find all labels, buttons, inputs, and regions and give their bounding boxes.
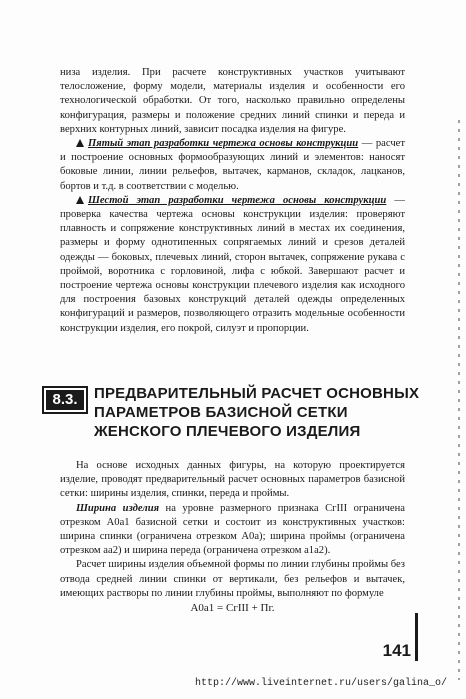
stage6-paragraph xyxy=(60,194,405,336)
watermark-url: http://www.liveinternet.ru/users/galina_o/ xyxy=(195,678,448,689)
section-title: ПРЕДВАРИТЕЛЬНЫЙ РАСЧЕТ ОСНОВНЫХ ПАРАМЕТРОВ БАЗИСНОЙ СЕТКИ ЖЕНСКОГО ПЛЕЧЕВОГО ИЗДЕЛИЯ xyxy=(94,385,420,440)
warning-triangle-icon xyxy=(76,196,84,204)
stage6-heading: Шестой этап разработки чертежа основы конструкции xyxy=(88,194,387,206)
scan-edge-artifact xyxy=(458,120,460,680)
body-paragraph-2-text: на уровне размерного признака СгIII ограничена отрезком А0а1 базисной сетки и состоит из конструктивных участков: ширина спинки (ограничена отрезком А0а); ширина проймы (ограничена отрезком аа2) и ширина переда (ограничена отрезком а1а2). xyxy=(60,502,405,557)
stage5-text: — расчет и построение основных формообразующих линий и элементов: наносят боковые линии, линии рельефов, вытачек, карманов, складок, лацканов, бортов и т.д. в соответствии с моделью. xyxy=(60,138,405,192)
section-number-badge: 8.3. xyxy=(42,386,88,414)
term-width: Ширина изделия xyxy=(76,502,160,514)
intro-paragraph: низа изделия. При расчете конструктивных участков учитывают телосложение, форму модели, материалы изделия и особенности его технологической обработки. От того, насколько правильно определены конфигурация, размеры и положение средних линий спинки и переда и верхних контурных линий, зависит посадка изделия на фигуре. xyxy=(60,67,405,135)
stage5-heading: Пятый этап разработки чертежа основы конструкции xyxy=(88,138,359,150)
body-paragraph-3: Расчет ширины изделия объемной формы по линии глубины проймы без отвода средней линии спинки от вертикали, без рельефов и вытачек, имеющих растворы по линии глубины проймы, выполняют по формуле xyxy=(60,559,405,599)
stage6-text: — проверка качества чертежа основы конструкции изделия: проверяют плавность и сопряжение конструктивных линий в местах их соединения, размеры и форму однотипенных сопрягаемых линий и срезов деталей одежды — боковых, плечевых линий, сторон вытачек, сопряжение рукава с проймой, воротника с горловиной, лифа с юбкой. Завершают расчет и построение чертежа основы конструкции плечевого изделия как исходного для построения базовых конструкций деталей одежды определенных конфигураций и размеров, позволяющего отразить модельные особенности конструкции изделия, его покрой, силуэт и пропорции. xyxy=(60,194,405,334)
section-heading xyxy=(42,384,432,444)
page-number-bar xyxy=(415,613,418,661)
top-text-block xyxy=(60,66,405,336)
body-paragraph-2 xyxy=(60,502,405,559)
page-number: 141 xyxy=(382,641,411,660)
stage5-paragraph xyxy=(60,137,405,194)
body-paragraph-1: На основе исходных данных фигуры, на которую проектируется изделие, проводят предварительный расчет основных параметров базисной сетки: ширины изделия, спинки, переда и проймы. xyxy=(60,460,405,500)
width-formula: А0а1 = СгIII + Пг. xyxy=(190,602,275,615)
warning-triangle-icon xyxy=(76,139,84,147)
section-body xyxy=(60,459,405,615)
